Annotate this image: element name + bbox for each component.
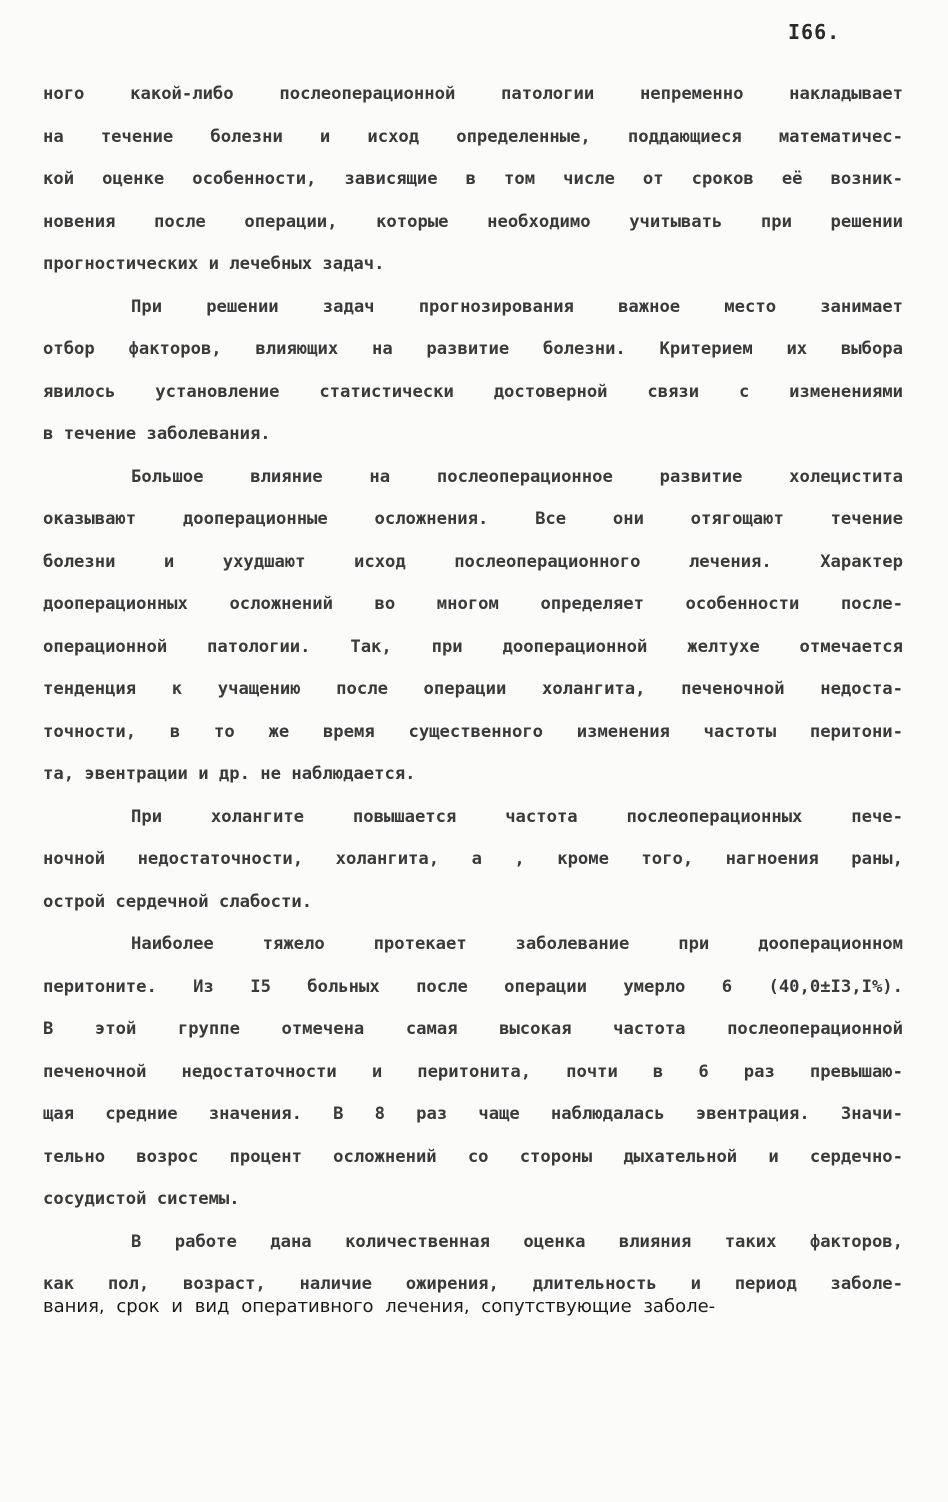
text-line: ного какой-либо послеоперационной патологии непременно накладывает: [43, 84, 903, 104]
text-line: прогностических и лечебных задач.: [43, 254, 385, 274]
text-line: в течение заболевания.: [43, 424, 271, 444]
text-line: Большое влияние на послеоперационное развитие холецистита: [131, 466, 903, 487]
text-line: В работе дана количественная оценка влияния таких факторов,: [131, 1231, 903, 1252]
final-text-line: вания, срок и вид оперативного лечения, сопутствующие заболе-: [43, 1296, 716, 1317]
text-line: точности, в то же время существенного изменения частоты перитони-: [43, 721, 903, 742]
text-line: перитоните. Из I5 больных после операции умерло 6 (40,0±I3,I%).: [43, 976, 903, 997]
text-line: острой сердечной слабости.: [43, 891, 313, 912]
text-line: При решении задач прогнозирования важное место занимает: [131, 296, 903, 317]
text-line: оказывают дооперационные осложнения. Все они отягощают течение: [43, 509, 903, 529]
text-line: сосудистой системы.: [43, 1189, 240, 1209]
page-number: I66.: [788, 20, 841, 44]
body-text: [43, 73, 903, 1306]
text-line: кой оценке особенности, зависящие в том числе от сроков её возник-: [43, 169, 903, 189]
text-line: явилось установление статистически достоверной связи с изменениями: [43, 381, 903, 402]
paragraph-1: [43, 73, 903, 286]
text-line: на течение болезни и исход определенные, поддающиеся математичес-: [43, 126, 903, 147]
text-line: Наиболее тяжело протекает заболевание при дооперационном: [131, 934, 903, 954]
text-line: печеночной недостаточности и перитонита, почти в 6 раз превышаю-: [43, 1061, 903, 1082]
paragraph-6: [43, 1221, 903, 1306]
text-line: та, эвентрации и др. не наблюдается.: [43, 764, 416, 784]
text-line: тельно возрос процент осложнений со стороны дыхательной и сердечно-: [43, 1146, 903, 1167]
text-line: болезни и ухудшают исход послеоперационного лечения. Характер: [43, 551, 903, 572]
text-line: как пол, возраст, наличие ожирения, длительность и период заболе-: [43, 1274, 903, 1294]
text-line: В этой группе отмечена самая высокая частота послеоперационной: [43, 1019, 903, 1039]
paragraph-5: [43, 923, 903, 1221]
text-line: тенденция к учащению после операции холангита, печеночной недоста-: [43, 679, 903, 699]
paragraph-2: [43, 286, 903, 456]
text-line: новения после операции, которые необходимо учитывать при решении: [43, 211, 903, 232]
text-line: операционной патологии. Так, при дооперационной желтухе отмечается: [43, 636, 903, 657]
text-line: дооперационных осложнений во многом определяет особенности после-: [43, 594, 903, 614]
text-line: При холангите повышается частота послеоперационных пече-: [131, 806, 903, 827]
text-line: отбор факторов, влияющих на развитие болезни. Критерием их выбора: [43, 339, 903, 359]
text-line: щая средние значения. В 8 раз чаще наблюдалась эвентрация. Значи-: [43, 1104, 903, 1124]
paragraph-3: [43, 456, 903, 796]
text-line: ночной недостаточности, холангита, а , кроме того, нагноения раны,: [43, 849, 903, 869]
paragraph-4: [43, 796, 903, 924]
